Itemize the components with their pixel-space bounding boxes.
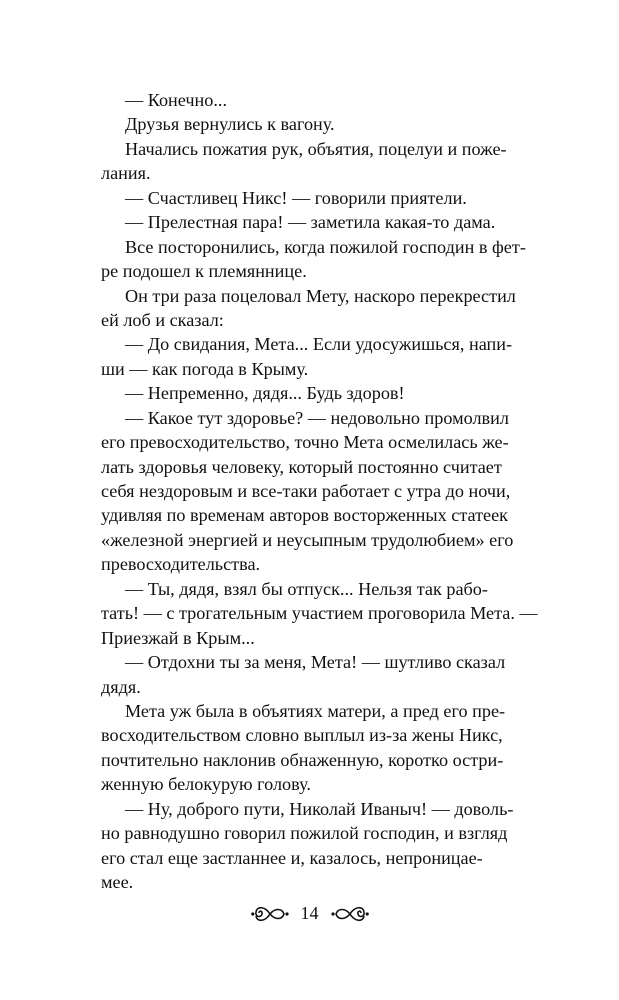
text-line: — Какое тут здоровье? — недовольно промолвил [125, 407, 509, 428]
text-line: Мета уж была в объятиях матери, а пред его пре- [125, 700, 506, 721]
page-number: 14 [300, 903, 319, 923]
text-line: женную белокурую голову. [101, 774, 311, 795]
text-line: Все посторонились, когда пожилой господин в фет- [125, 236, 526, 257]
right-ornament-icon [331, 904, 369, 924]
text-line: его стал еще застланнее и, казалось, непроницае- [101, 847, 483, 868]
text-line: удивляя по временам авторов восторженных статеек [101, 505, 509, 526]
text-line: Начались пожатия рук, объятия, поцелуи и поже- [125, 138, 507, 159]
text-line: Он три раза поцеловал Мету, наскоро перекрестил [125, 285, 516, 306]
text-line: ре подошел к племяннице. [101, 261, 307, 282]
text-line: ей лоб и сказал: [101, 309, 224, 330]
text-line: мее. [101, 872, 134, 892]
text-line: лать здоровья человеку, который постоянно считает [101, 456, 502, 477]
text-line: почтительно наклонив обнаженную, коротко остри- [101, 749, 504, 770]
text-line: лания. [101, 163, 151, 184]
page-footer [0, 903, 619, 924]
text-line: Приезжай в Крым... [101, 627, 255, 648]
body-text [101, 88, 552, 894]
text-line: — Счастливец Никс! — говорили приятели. [125, 187, 467, 208]
text-line: восходительством словно выплыл из-за жены Никс, [101, 725, 503, 746]
text-line: — Ну, доброго пути, Николай Иваныч! — доволь- [125, 798, 514, 819]
text-line: себя нездоровым и все-таки работает с утра до ночи, [101, 481, 511, 501]
text-line: — Конечно... [125, 90, 228, 110]
text-line: — Ты, дядя, взял бы отпуск... Нельзя так рабо- [125, 578, 488, 599]
text-line: тать! — с трогательным участием проговорила Мета. — [101, 603, 538, 624]
text-line: — До свидания, Мета... Если удосужишься, напи- [125, 334, 513, 355]
text-line: его превосходительство, точно Мета осмелилась же- [101, 432, 509, 453]
left-ornament-icon [251, 904, 289, 924]
text-line: — Прелестная пара! — заметила какая-то дама. [125, 212, 496, 233]
text-line: ши — как погода в Крыму. [101, 358, 309, 379]
text-line: — Непременно, дядя... Будь здоров! [125, 383, 405, 404]
text-line: «железной энергией и неусыпным трудолюбием» его [101, 529, 514, 550]
text-line: превосходительства. [101, 554, 261, 575]
text-line: — Отдохни ты за меня, Мета! — шутливо сказал [125, 652, 506, 673]
text-line: Друзья вернулись к вагону. [125, 114, 335, 135]
text-line: но равнодушно говорил пожилой господин, и взгляд [101, 823, 508, 844]
text-line: дядя. [101, 676, 141, 697]
